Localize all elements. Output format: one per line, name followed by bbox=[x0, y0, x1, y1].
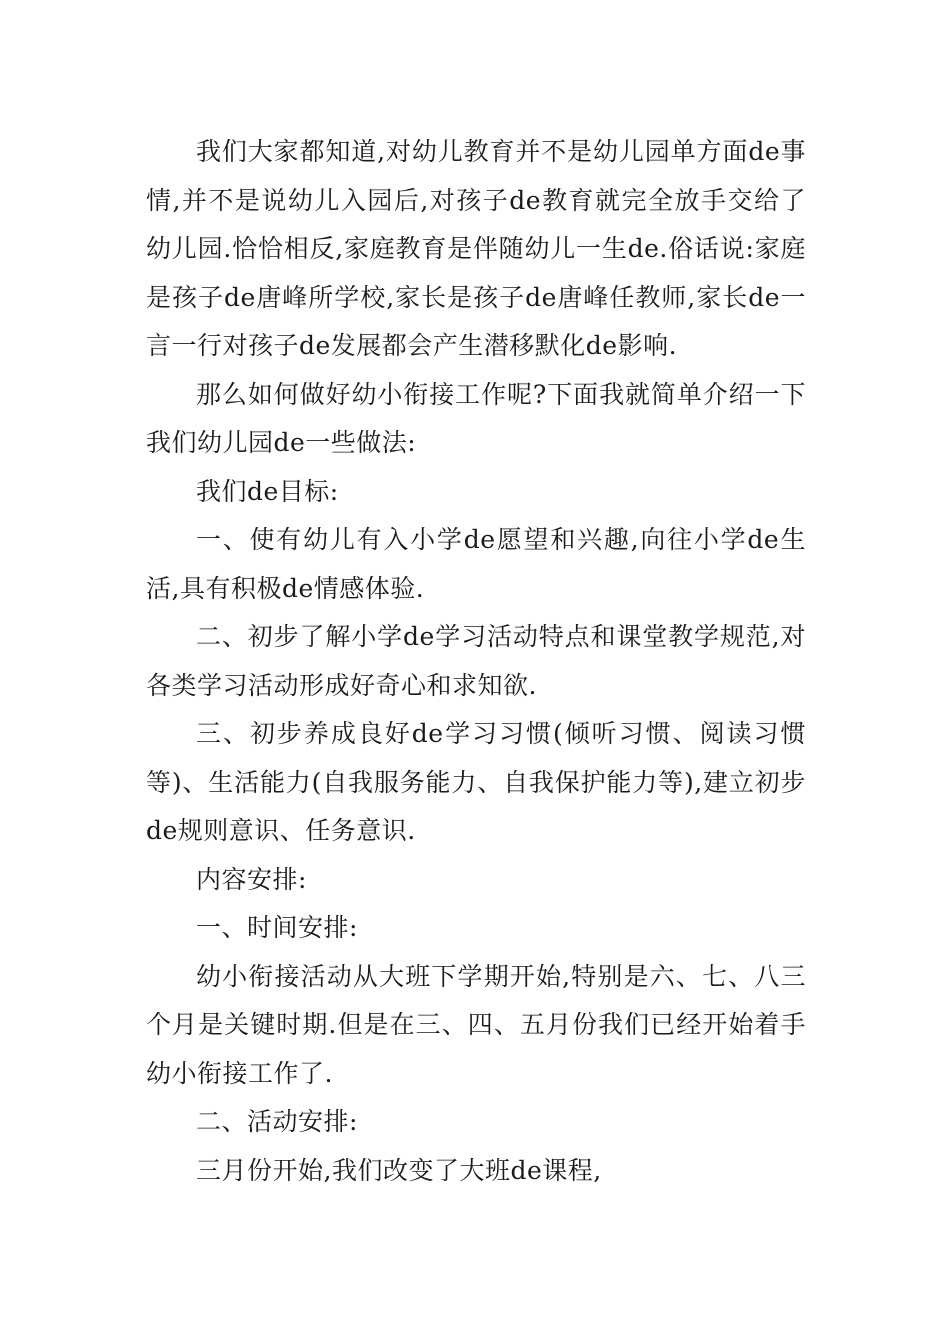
heading-goals: 我们de目标: bbox=[196, 476, 339, 506]
paragraph-intro: 我们大家都知道,对幼儿教育并不是幼儿园单方面de事情,并不是说幼儿入园后,对孩子de教育就完全放手交给了幼儿园.恰恰相反,家庭教育是伴随幼儿一生de.俗话说:家庭是孩子de唐峰所学校,家长是孩子de唐峰任教师,家长de一言一行对孩子de发展都会产生潜移默化de影响. bbox=[146, 137, 806, 360]
heading-time-arrangement: 一、时间安排: bbox=[196, 913, 358, 942]
heading-activity-arrangement: 二、活动安排: bbox=[196, 1107, 358, 1136]
paragraph-question: 那么如何做好幼小衔接工作呢?下面我就简单介绍一下我们幼儿园de一些做法: bbox=[146, 379, 806, 457]
goal-item-2: 二、初步了解小学de学习活动特点和课堂教学规范,对各类学习活动形成好奇心和求知欲. bbox=[146, 622, 806, 700]
paragraph-time-details: 幼小衔接活动从大班下学期开始,特别是六、七、八三个月是关键时期.但是在三、四、五月份我们已经开始着手幼小衔接工作了. bbox=[146, 961, 806, 1088]
paragraph-activity-details: 三月份开始,我们改变了大班de课程, bbox=[196, 1155, 602, 1185]
heading-content-arrangement: 内容安排: bbox=[196, 864, 307, 894]
goal-item-1: 一、使有幼儿有入小学de愿望和兴趣,向往小学de生活,具有积极de情感体验. bbox=[146, 525, 806, 603]
goal-item-3: 三、初步养成良好de学习习惯(倾听习惯、阅读习惯等)、生活能力(自我服务能力、自我保护能力等),建立初步de规则意识、任务意识. bbox=[146, 719, 806, 845]
document-body bbox=[146, 128, 806, 1195]
